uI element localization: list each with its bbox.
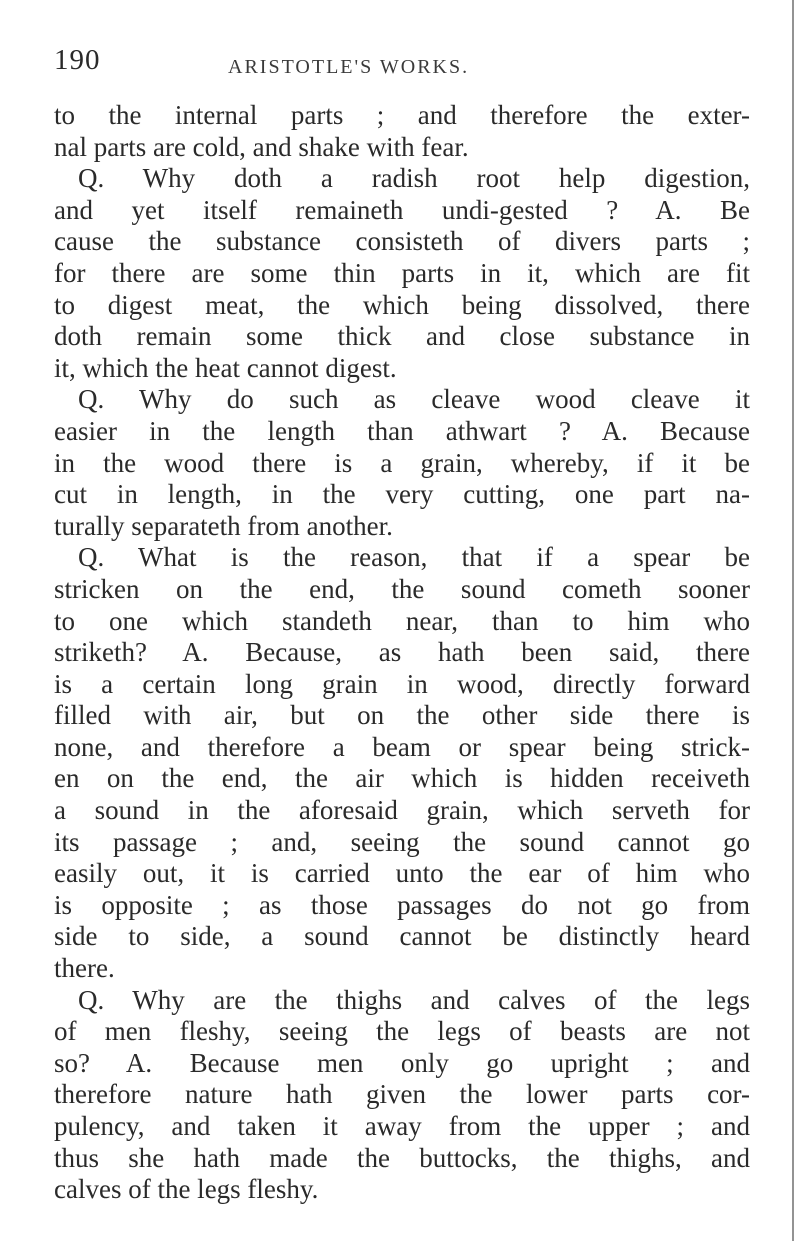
text-line: Q. What is the reason, that if a spear be [78, 542, 750, 573]
text-line: Q. Why are the thighs and calves of the legs [78, 984, 750, 1015]
text-line: stricken on the end, the sound cometh sooner [54, 573, 750, 604]
text-line: side to side, a sound cannot be distinctly heard [54, 921, 750, 952]
text-line: is opposite ; as those passages do not go from [54, 889, 750, 920]
text-line: Q. Why doth a radish root help digestion, [78, 163, 750, 194]
text-line: striketh? A. Because, as hath been said, there [54, 637, 750, 668]
text-line: of men fleshy, seeing the legs of beasts are not [54, 1016, 750, 1047]
text-line: cut in length, in the very cutting, one part na- [54, 479, 750, 510]
text-line: it, which the heat cannot digest. [54, 352, 397, 383]
body-text [54, 100, 750, 1206]
text-line: in the wood there is a grain, whereby, if it be [54, 447, 750, 478]
text-line: for there are some thin parts in it, which are fit [54, 257, 750, 288]
text-line: is a certain long grain in wood, directly forward [54, 668, 750, 699]
text-line: easier in the length than athwart ? A. Because [54, 415, 750, 446]
text-line: thus she hath made the buttocks, the thighs, and [54, 1142, 750, 1173]
text-line: Q. Why do such as cleave wood cleave it [78, 384, 750, 415]
text-line: en on the end, the air which is hidden receiveth [54, 763, 750, 794]
text-line: to the internal parts ; and therefore the exter- [54, 100, 750, 130]
text-line: a sound in the aforesaid grain, which serveth for [54, 795, 750, 826]
text-line: its passage ; and, seeing the sound cannot go [54, 826, 750, 857]
text-line: none, and therefore a beam or spear being strick- [54, 731, 750, 762]
text-line: and yet itself remaineth undi-gested ? A. Be [54, 194, 750, 225]
text-line: to one which standeth near, than to him who [54, 605, 750, 636]
text-line: so? A. Because men only go upright ; and [54, 1047, 750, 1078]
page-header [52, 44, 752, 84]
text-line: filled with air, but on the other side there is [54, 700, 750, 731]
text-line: cause the substance consisteth of divers parts ; [54, 226, 750, 257]
page-edge-shadow [792, 0, 794, 1241]
running-head: ARISTOTLE'S WORKS. [228, 56, 470, 78]
text-line: turally separateth from another. [54, 510, 393, 541]
text-line: calves of the legs fleshy. [54, 1174, 319, 1205]
text-line: doth remain some thick and close substance in [54, 321, 750, 352]
text-line: pulency, and taken it away from the upper ; and [54, 1111, 750, 1141]
text-line: nal parts are cold, and shake with fear. [54, 131, 469, 162]
text-line: easily out, it is carried unto the ear of him who [54, 858, 750, 889]
text-line: therefore nature hath given the lower parts cor- [54, 1079, 750, 1110]
page-number: 190 [54, 44, 101, 76]
text-line: there. [54, 953, 115, 984]
text-line: to digest meat, the which being dissolved, there [54, 289, 750, 320]
